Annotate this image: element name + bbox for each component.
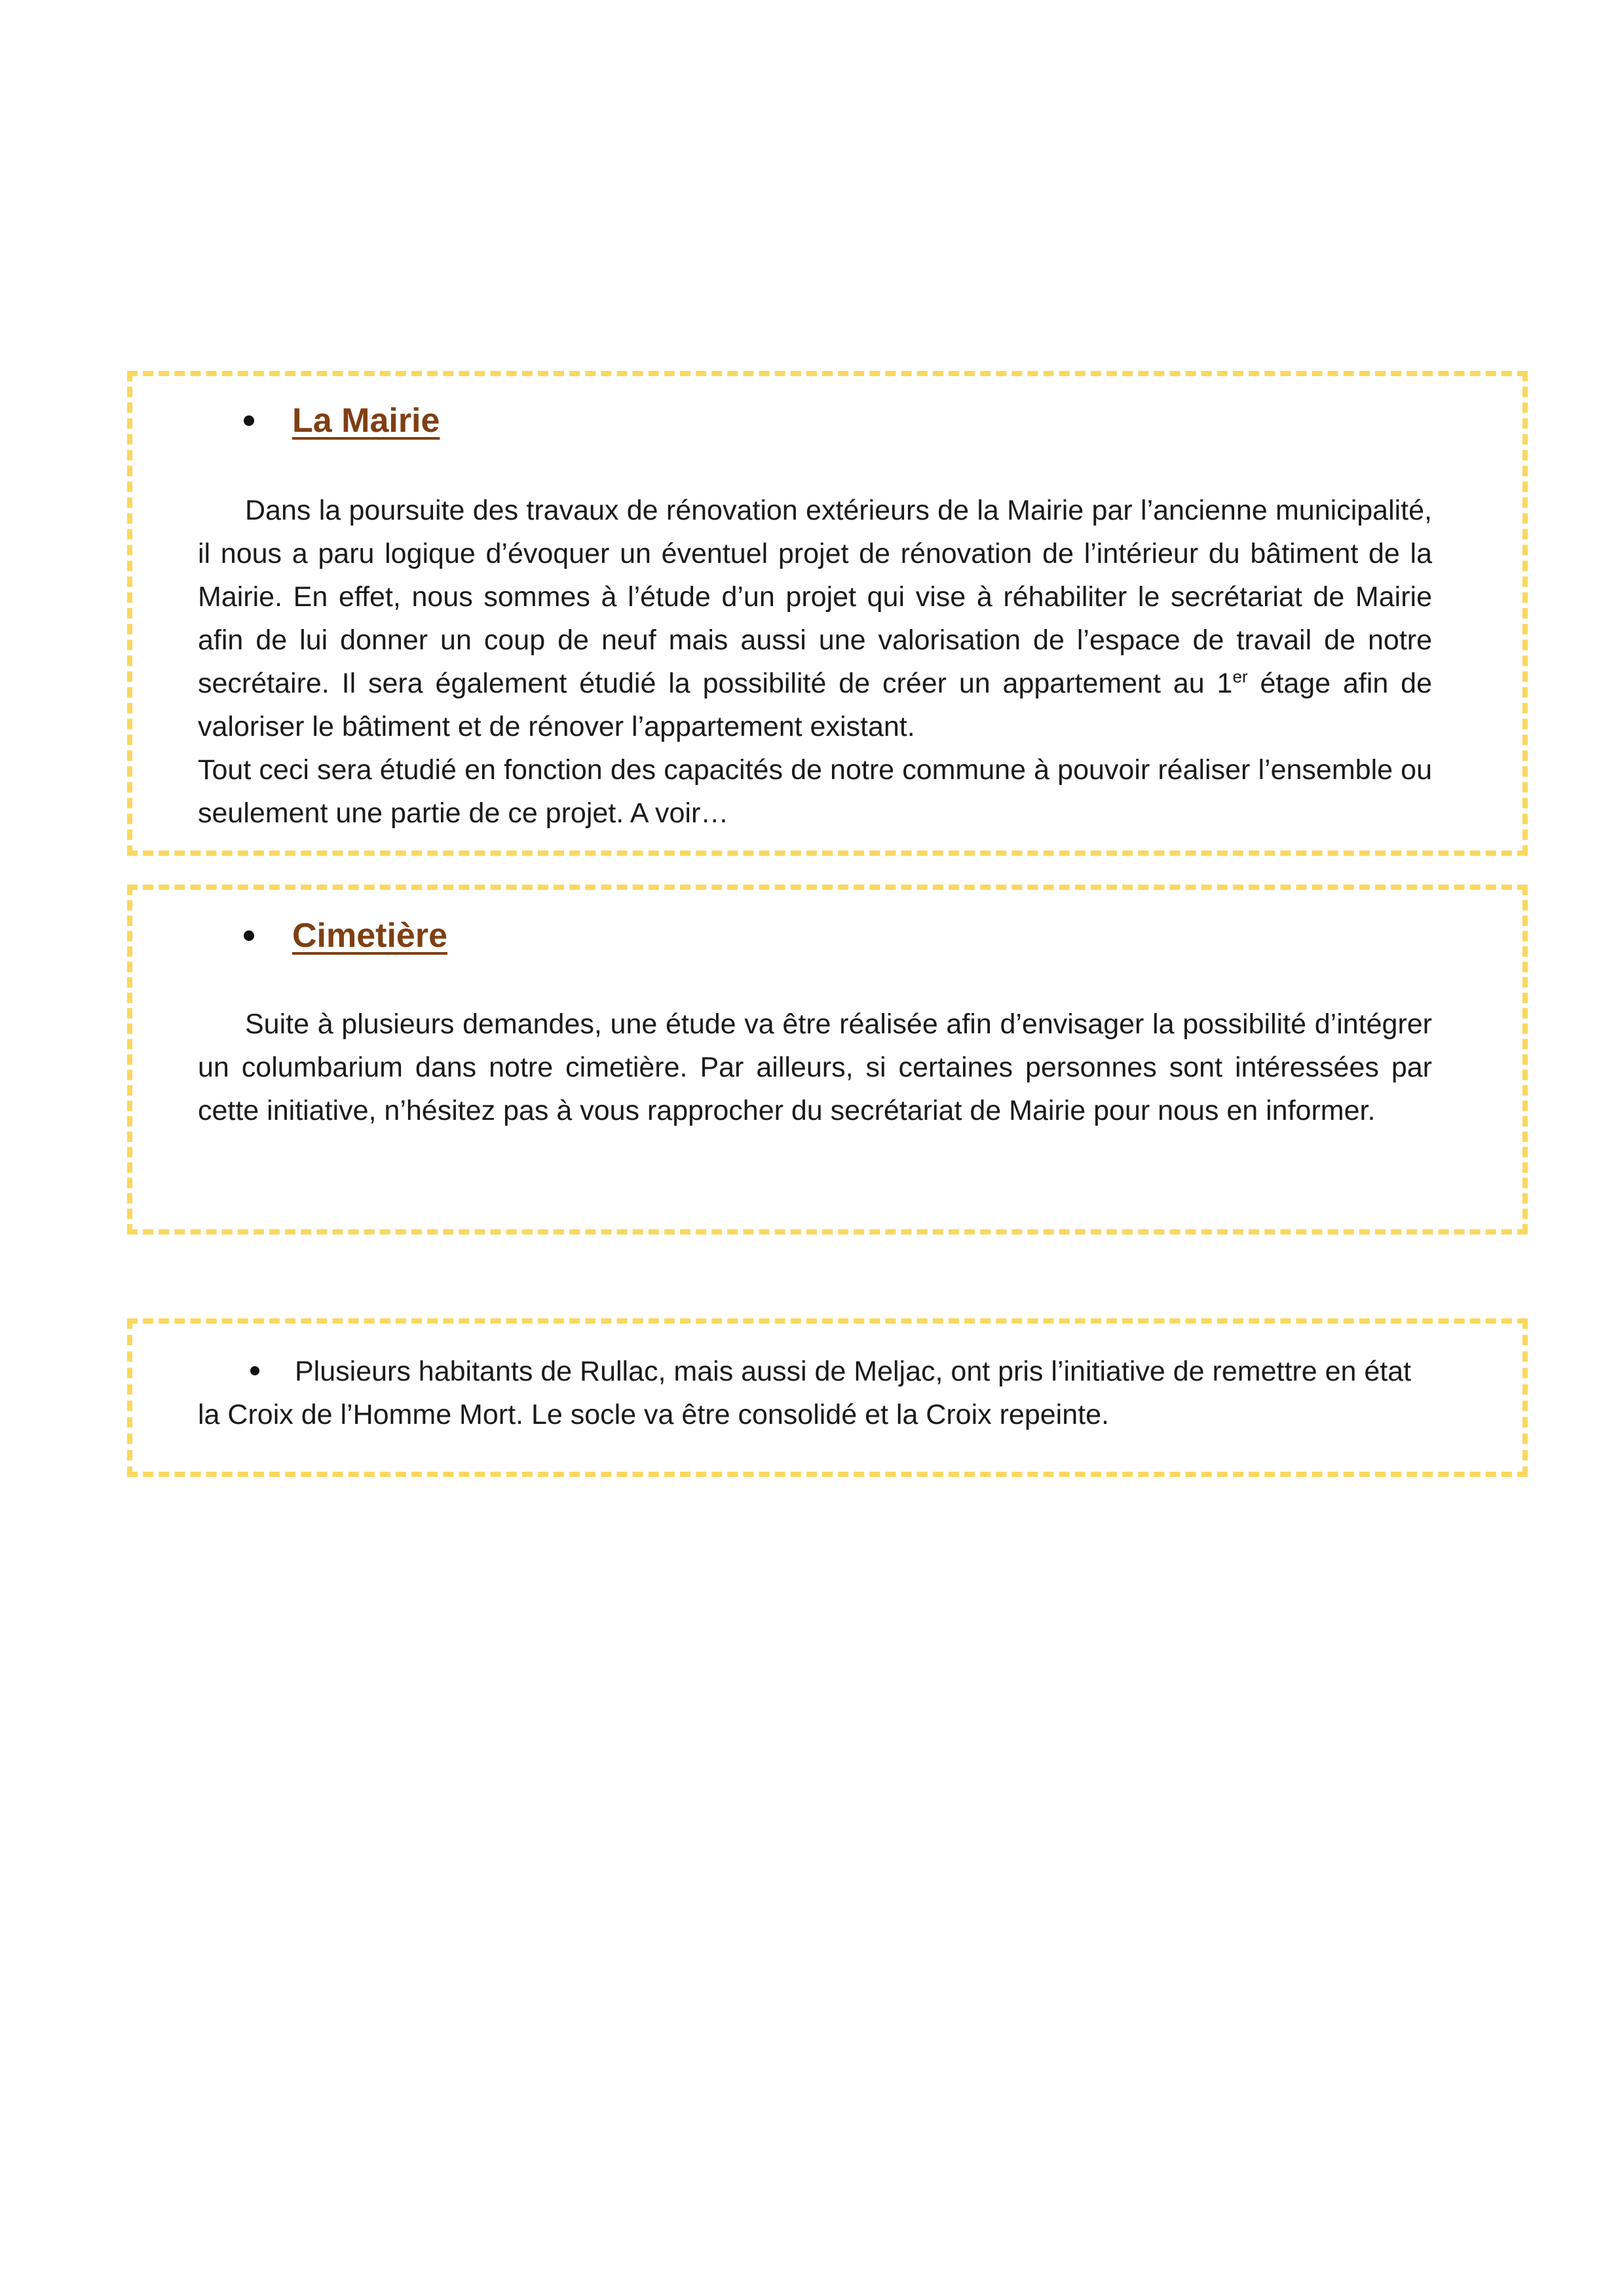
bullet-icon [250, 1366, 259, 1375]
section-croix [127, 1318, 1528, 1477]
paragraph-mairie [198, 489, 1432, 835]
paragraph-cimetiere [198, 1003, 1432, 1132]
paragraph-cimetiere-text: Suite à plusieurs demandes, une étude va être réalisée afin d’envisager la possibilité d’intégrer un columbarium dans notre cimetière. Par ailleurs, si certaines personnes sont intéressées par cette initiative, n’hésitez pas à vous rapprocher du secrétariat de Mairie pour nous en informer. [198, 1008, 1432, 1126]
heading-row-mairie [244, 401, 440, 440]
section-mairie [127, 371, 1528, 856]
bullet-icon [244, 415, 254, 426]
section-title-cimetiere: Cimetière [292, 917, 447, 955]
section-title-mairie: La Mairie [292, 402, 440, 440]
paragraph-croix [198, 1350, 1432, 1436]
paragraph-croix-text: Plusieurs habitants de Rullac, mais aussi de Meljac, ont pris l’initiative de remettre en état la Croix de l’Homme Mort. Le socle va être consolidé et la Croix repeinte. [198, 1356, 1412, 1430]
paragraph-mairie-second: Tout ceci sera étudié en fonction des capacités de notre commune à pouvoir réaliser l’ensemble ou seulement une partie de ce projet. A voir… [198, 754, 1432, 829]
paragraph-mairie-part1: Dans la poursuite des travaux de rénovation extérieurs de la Mairie par l’ancienne municipalité, il nous a paru logique d’évoquer un éventuel projet de rénovation de l’intérieur du bâtiment de la Mairie. En effet, nous sommes à l’étude d’un projet qui vise à réhabiliter le secrétariat de Mairie afin de lui donner un coup de neuf mais aussi une valorisation de l’espace de travail de notre secrétaire. Il sera également étudié la possibilité de créer un appartement au 1 [198, 495, 1432, 699]
paragraph-mairie-part2: étage afin de valoriser le bâtiment et de rénover l’appartement existant. [198, 668, 1433, 742]
section-cimetiere [127, 885, 1528, 1234]
bullet-icon [244, 930, 254, 941]
superscript-er: er [1232, 666, 1248, 687]
heading-row-cimetiere [244, 916, 447, 955]
